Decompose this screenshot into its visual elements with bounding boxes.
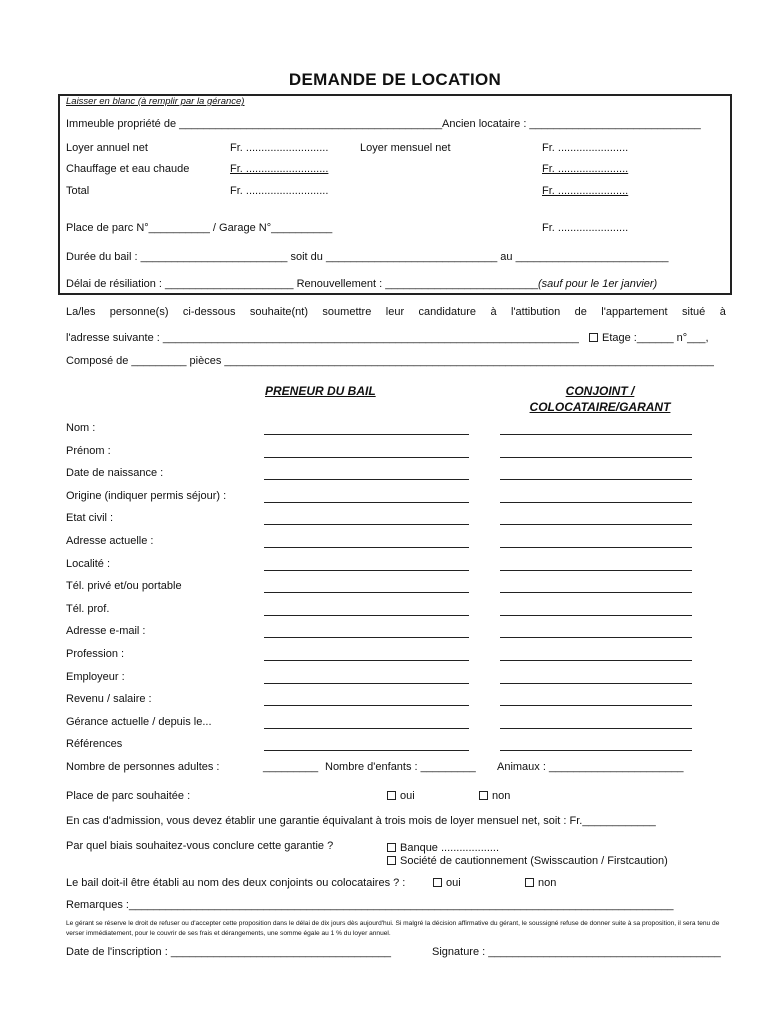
garantie-question: Par quel biais souhaitez-vous conclure cette garantie ? [66, 840, 334, 852]
parking-non-checkbox[interactable] [479, 791, 488, 800]
total-field[interactable]: Fr. ........................... [230, 185, 329, 197]
bail-question: Le bail doit-il être établi au nom des deux conjoints ou colocataires ? : [66, 877, 406, 889]
field-label: Adresse e-mail : [66, 625, 146, 637]
conjoint-input-line[interactable] [500, 434, 692, 435]
preneur-input-line[interactable] [264, 592, 469, 593]
conjoint-input-line[interactable] [500, 547, 692, 548]
conjoint-input-line[interactable] [500, 683, 692, 684]
signature-field[interactable]: Signature : ______________________________________ [432, 946, 721, 958]
preneur-input-line[interactable] [264, 502, 469, 503]
intro-sentence: La/les personne(s) ci-dessous souhaite(nt) soumettre leur candidature à l'attibution de l'appartement situé à [66, 306, 726, 318]
preneur-input-line[interactable] [264, 615, 469, 616]
garantie-field[interactable]: En cas d'admission, vous devez établir une garantie équivalant à trois mois de loyer mensuel net, soit : Fr.____________ [66, 815, 656, 827]
conjoint-input-line[interactable] [500, 750, 692, 751]
page-title: DEMANDE DE LOCATION [288, 70, 502, 89]
parking-label: Place de parc souhaitée : [66, 790, 191, 802]
bail-oui-option[interactable]: oui [433, 877, 461, 889]
office-note: Laisser en blanc (à remplir par la gérance) [66, 96, 245, 107]
bail-oui-checkbox[interactable] [433, 878, 442, 887]
societe-option[interactable]: Société de cautionnement (Swisscaution / Firstcaution) [387, 855, 668, 867]
preneur-input-line[interactable] [264, 457, 469, 458]
field-label: Nom : [66, 422, 96, 434]
preneur-input-line[interactable] [264, 524, 469, 525]
loyer-annuel-label: Loyer annuel net [66, 142, 148, 154]
conjoint-input-line[interactable] [500, 570, 692, 571]
conjoint-input-line[interactable] [500, 705, 692, 706]
animals-field[interactable]: Animaux : ______________________ [497, 761, 684, 773]
preneur-input-line[interactable] [264, 728, 469, 729]
conjoint-input-line[interactable] [500, 637, 692, 638]
field-label: Adresse actuelle : [66, 535, 154, 547]
parc-garage-field[interactable]: Place de parc N°__________ / Garage N°__________ [66, 222, 333, 234]
conjoint-header-2: COLOCATAIRE/GARANT [529, 400, 671, 414]
preneur-input-line[interactable] [264, 683, 469, 684]
conjoint-header-1: CONJOINT / [565, 384, 635, 398]
conjoint-input-line[interactable] [500, 524, 692, 525]
conjoint-input-line[interactable] [500, 457, 692, 458]
children-field[interactable]: Nombre d'enfants : _________ [325, 761, 476, 773]
adults-field[interactable]: _________ [263, 761, 319, 773]
loyer-mensuel-label: Loyer mensuel net [360, 142, 451, 154]
preneur-input-line[interactable] [264, 660, 469, 661]
adresse-field[interactable]: l'adresse suivante : ____________________________________________________________________ [66, 332, 579, 344]
chauffage-mensuel-field[interactable]: Fr. ....................... [542, 163, 629, 175]
date-inscription-field[interactable]: Date de l'inscription : ____________________________________ [66, 946, 392, 958]
field-label: Revenu / salaire : [66, 693, 152, 705]
remarques-field[interactable]: Remarques :_________________________________________________________________________________________ [66, 899, 674, 911]
field-label: Références [66, 738, 123, 750]
preneur-input-line[interactable] [264, 705, 469, 706]
preneur-input-line[interactable] [264, 434, 469, 435]
total-mensuel-field[interactable]: Fr. ....................... [542, 185, 629, 197]
parking-oui-checkbox[interactable] [387, 791, 396, 800]
banque-checkbox[interactable] [387, 843, 396, 852]
parking-non-option[interactable]: non [479, 790, 510, 802]
etage-field[interactable]: Etage :______ n°___, [589, 332, 709, 344]
bail-non-option[interactable]: non [525, 877, 556, 889]
preneur-header: PRENEUR DU BAIL [265, 384, 376, 398]
delai-resiliation-field[interactable]: Délai de résiliation : _____________________ Renouvellement : _________________________ [66, 278, 539, 290]
bail-non-checkbox[interactable] [525, 878, 534, 887]
preneur-input-line[interactable] [264, 750, 469, 751]
field-label: Gérance actuelle / depuis le... [66, 716, 212, 728]
banque-option[interactable]: Banque ................... [387, 842, 499, 854]
field-label: Date de naissance : [66, 467, 164, 479]
immeuble-field[interactable]: Immeuble propriété de ___________________________________________ [66, 118, 443, 130]
parc-price-field[interactable]: Fr. ....................... [542, 222, 629, 234]
conjoint-input-line[interactable] [500, 660, 692, 661]
preneur-input-line[interactable] [264, 479, 469, 480]
preneur-input-line[interactable] [264, 637, 469, 638]
field-label: Etat civil : [66, 512, 114, 524]
total-label: Total [66, 185, 90, 197]
conjoint-input-line[interactable] [500, 502, 692, 503]
duree-bail-field[interactable]: Durée du bail : ________________________ soit du ____________________________ au _________________________ [66, 251, 669, 263]
field-label: Localité : [66, 558, 111, 570]
adults-label: Nombre de personnes adultes : [66, 761, 220, 773]
conjoint-input-line[interactable] [500, 592, 692, 593]
parking-oui-option[interactable]: oui [387, 790, 415, 802]
preneur-input-line[interactable] [264, 570, 469, 571]
loyer-mensuel-field[interactable]: Fr. ....................... [542, 142, 629, 154]
field-label: Prénom : [66, 445, 111, 457]
societe-checkbox[interactable] [387, 856, 396, 865]
preneur-input-line[interactable] [264, 547, 469, 548]
conjoint-input-line[interactable] [500, 615, 692, 616]
field-label: Profession : [66, 648, 125, 660]
loyer-annuel-field[interactable]: Fr. ........................... [230, 142, 329, 154]
etage-checkbox[interactable] [589, 333, 598, 342]
ancien-locataire-field[interactable]: Ancien locataire : ____________________________ [442, 118, 701, 130]
chauffage-label: Chauffage et eau chaude [66, 163, 190, 175]
field-label: Tél. privé et/ou portable [66, 580, 182, 592]
disclaimer-text: Le gérant se réserve le droit de refuser ou d'accepter cette proposition dans le délai de dix jours dès aujourd'hui. Si malgré la décision affirmative du gérant, le soussigné refuse de donner suite à sa proposition, il sera tenu de verser immédiatement, pour le couvrir de ses frais et dérangements, une somme égale au 1 % du loyer annuel. [66, 920, 720, 937]
chauffage-field[interactable]: Fr. ........................... [230, 163, 329, 175]
field-label: Employeur : [66, 671, 125, 683]
field-label: Origine (indiquer permis séjour) : [66, 490, 227, 502]
compose-field[interactable]: Composé de _________ pièces ________________________________________________________________________________ [66, 355, 714, 367]
field-label: Tél. prof. [66, 603, 110, 615]
renouvellement-note: (sauf pour le 1er janvier) [538, 278, 658, 290]
conjoint-input-line[interactable] [500, 479, 692, 480]
conjoint-input-line[interactable] [500, 728, 692, 729]
